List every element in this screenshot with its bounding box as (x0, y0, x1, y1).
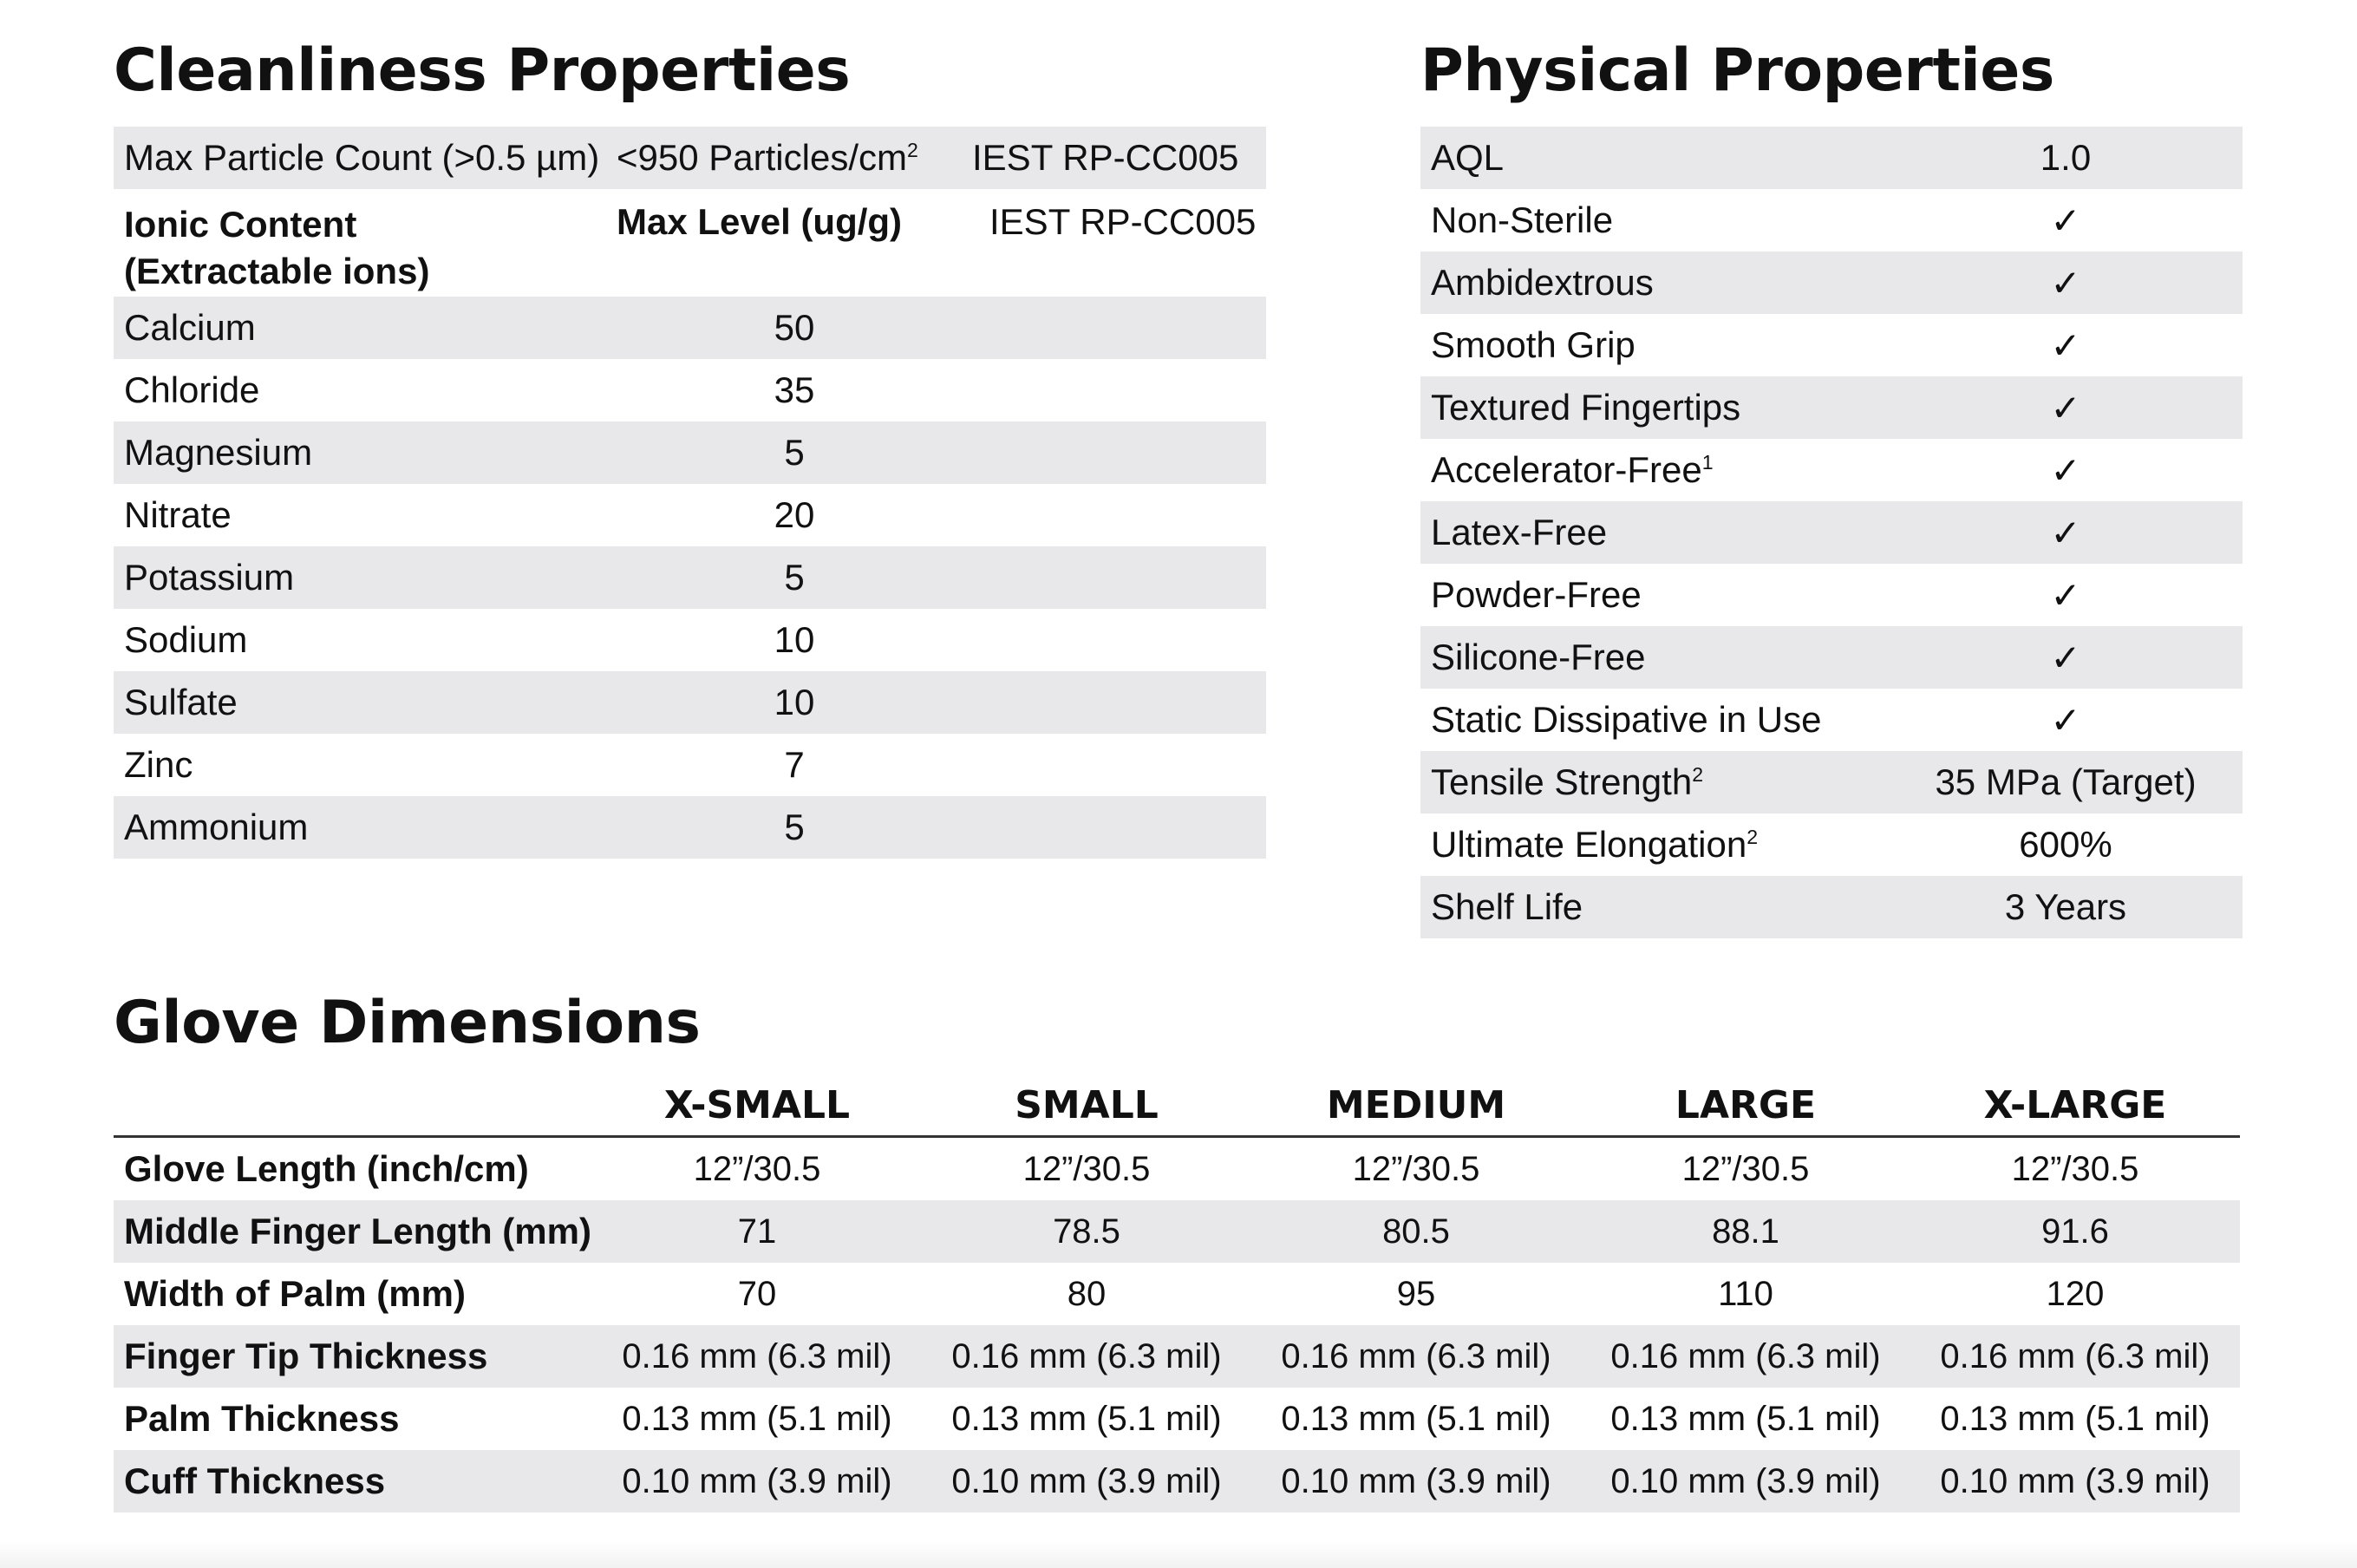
dimension-value: 70 (737, 1274, 777, 1313)
size-header: LARGE (1675, 1083, 1817, 1127)
check-icon: ✓ (2050, 512, 2081, 553)
physical-table (1420, 127, 2243, 938)
check-icon: ✓ (2050, 637, 2081, 678)
footnote-marker: 1 (1701, 451, 1714, 474)
dimension-value: 12”/30.5 (2011, 1149, 2139, 1188)
physical-label (1420, 387, 1889, 428)
dimension-label: Palm Thickness (124, 1398, 400, 1439)
particle-count-label: Max Particle Count (>0.5 µm) (124, 137, 600, 178)
dimension-label: Cuff Thickness (124, 1460, 386, 1501)
dimension-row (114, 1325, 2240, 1388)
dimension-value: 0.16 mm (6.3 mil) (1940, 1336, 2210, 1375)
physical-label-text: Silicone-Free (1431, 637, 1646, 677)
cleanliness-title: Cleanliness Properties (114, 36, 851, 105)
ion-value: 5 (784, 557, 805, 598)
ion-row (114, 671, 1266, 734)
check-icon: ✓ (2050, 199, 2081, 241)
physical-row (1420, 689, 2243, 751)
physical-label-text: Powder-Free (1431, 574, 1642, 615)
physical-label-text: Textured Fingertips (1431, 387, 1741, 428)
dimension-value: 0.10 mm (3.9 mil) (1281, 1461, 1551, 1500)
dimension-value: 80 (1067, 1274, 1107, 1313)
ion-row (114, 297, 1266, 359)
dimension-label: Finger Tip Thickness (124, 1336, 488, 1376)
physical-row (1420, 564, 2243, 626)
dimension-row (114, 1450, 2240, 1512)
physical-label (1420, 324, 1889, 366)
physical-label-text: AQL (1431, 137, 1505, 178)
dimension-value: 120 (2046, 1274, 2105, 1313)
ion-row (114, 609, 1266, 671)
physical-value: 35 MPa (Target) (1935, 761, 2197, 802)
ion-row (114, 734, 1266, 796)
physical-row (1420, 127, 2243, 189)
physical-label (1420, 699, 1889, 741)
ion-value: 20 (774, 494, 815, 535)
physical-label (1420, 137, 1889, 179)
check-icon: ✓ (2050, 262, 2081, 304)
ion-row (114, 484, 1266, 546)
dimensions-title: Glove Dimensions (114, 989, 701, 1057)
dimension-value: 12”/30.5 (1022, 1149, 1151, 1188)
ion-name: Sulfate (124, 682, 238, 722)
physical-row (1420, 314, 2243, 376)
ion-name: Ammonium (124, 807, 309, 847)
ion-name: Calcium (124, 307, 256, 348)
dimension-value: 91.6 (2041, 1212, 2109, 1251)
size-header: X-LARGE (1983, 1083, 2167, 1127)
physical-label (1420, 199, 1889, 241)
ion-row (114, 359, 1266, 421)
physical-row (1420, 252, 2243, 314)
dimension-value: 0.16 mm (6.3 mil) (1281, 1336, 1551, 1375)
size-header: MEDIUM (1326, 1083, 1506, 1127)
particle-count-value: <950 Particles/$cm^2$ (617, 137, 918, 178)
dimension-value: 12”/30.5 (1681, 1149, 1810, 1188)
dimension-value: 0.16 mm (6.3 mil) (1610, 1336, 1881, 1375)
footnote-marker: 2 (1692, 763, 1704, 786)
ion-name: Potassium (124, 557, 295, 598)
physical-label-text: Non-Sterile (1431, 199, 1614, 240)
ion-value: 5 (784, 432, 805, 473)
dimension-label: Width of Palm (mm) (124, 1273, 466, 1314)
dimension-value: 0.13 mm (5.1 mil) (951, 1399, 1222, 1438)
physical-label-text: Accelerator-Free (1431, 449, 1702, 490)
ion-value: 35 (774, 369, 815, 410)
dimensions-header-row (114, 1075, 2240, 1138)
ion-value: 10 (774, 619, 815, 660)
physical-row (1420, 189, 2243, 252)
ion-value: 10 (774, 682, 815, 722)
particle-count-standard: IEST RP-CC005 (972, 137, 1239, 178)
dimension-value: 0.13 mm (5.1 mil) (1281, 1399, 1551, 1438)
ionic-content-header-row (114, 189, 1266, 297)
dimensions-table (114, 1075, 2240, 1512)
dimension-value: 0.13 mm (5.1 mil) (1940, 1399, 2210, 1438)
physical-row (1420, 751, 2243, 813)
ion-name: Sodium (124, 619, 248, 660)
ion-value: 7 (784, 744, 805, 785)
check-icon: ✓ (2050, 699, 2081, 741)
dimension-value: 12”/30.5 (693, 1149, 821, 1188)
dimension-row (114, 1200, 2240, 1263)
physical-label-text: Smooth Grip (1431, 324, 1636, 365)
physical-label (1420, 262, 1889, 304)
physical-row (1420, 376, 2243, 439)
dimension-value: 110 (1718, 1274, 1773, 1313)
ion-name: Zinc (124, 744, 193, 785)
ionic-standard: IEST RP-CC005 (989, 201, 1257, 242)
physical-row (1420, 439, 2243, 501)
dimension-value: 71 (737, 1212, 777, 1251)
ion-name: Chloride (124, 369, 260, 410)
dimension-value: 0.10 mm (3.9 mil) (1610, 1461, 1881, 1500)
physical-value: 3 Years (2004, 886, 2127, 927)
physical-label-text: Shelf Life (1431, 886, 1583, 927)
dimension-value: 0.13 mm (5.1 mil) (622, 1399, 892, 1438)
cleanliness-table (114, 127, 1266, 859)
physical-label-text: Latex-Free (1431, 512, 1608, 552)
physical-label (1420, 637, 1889, 678)
physical-value: 1.0 (2040, 137, 2092, 178)
dimension-value: 0.10 mm (3.9 mil) (1940, 1461, 2210, 1500)
ion-value: 5 (784, 807, 805, 847)
particle-count-row (114, 127, 1266, 189)
check-icon: ✓ (2050, 449, 2081, 491)
dimension-label: Middle Finger Length (mm) (124, 1211, 591, 1251)
ion-row (114, 546, 1266, 609)
dimension-value: 80.5 (1382, 1212, 1450, 1251)
physical-row (1420, 626, 2243, 689)
dimension-row (114, 1263, 2240, 1325)
dimension-value: 78.5 (1053, 1212, 1120, 1251)
physical-title: Physical Properties (1420, 36, 2054, 105)
footnote-marker: 2 (1747, 826, 1759, 848)
ion-name: Magnesium (124, 432, 313, 473)
check-icon: ✓ (2050, 574, 2081, 616)
dimension-row (114, 1138, 2240, 1200)
physical-label (1420, 761, 1889, 803)
dimension-value: 88.1 (1712, 1212, 1779, 1251)
dimension-value: 0.10 mm (3.9 mil) (622, 1461, 892, 1500)
physical-label (1420, 512, 1889, 553)
dimension-label: Glove Length (inch/cm) (124, 1148, 529, 1189)
physical-label-text: Ambidextrous (1431, 262, 1654, 303)
ion-value: 50 (774, 307, 815, 348)
physical-label-text: Ultimate Elongation (1431, 824, 1747, 865)
dimension-row (114, 1388, 2240, 1450)
dimension-value: 12”/30.5 (1352, 1149, 1480, 1188)
physical-value: 600% (2019, 824, 2112, 865)
physical-label (1420, 574, 1889, 616)
physical-label-text: Static Dissipative in Use (1431, 699, 1822, 740)
physical-label (1420, 886, 1889, 928)
physical-label (1420, 449, 1889, 491)
size-header: SMALL (1015, 1083, 1159, 1127)
dimension-value: 0.10 mm (3.9 mil) (951, 1461, 1222, 1500)
physical-label-text: Tensile Strength (1431, 761, 1693, 802)
ion-row (114, 421, 1266, 484)
check-icon: ✓ (2050, 324, 2081, 366)
dimension-value: 95 (1396, 1274, 1436, 1313)
ion-row (114, 796, 1266, 859)
size-header: X-SMALL (663, 1083, 851, 1127)
dimension-value: 0.16 mm (6.3 mil) (951, 1336, 1222, 1375)
check-icon: ✓ (2050, 387, 2081, 428)
physical-label (1420, 824, 1889, 866)
dimension-value: 0.16 mm (6.3 mil) (622, 1336, 892, 1375)
ionic-content-label: Ionic Content (Extractable ions) (124, 204, 430, 291)
physical-row (1420, 813, 2243, 876)
dimension-value: 0.13 mm (5.1 mil) (1610, 1399, 1881, 1438)
page-bottom-edge (0, 1542, 2357, 1568)
ion-name: Nitrate (124, 494, 232, 535)
physical-row (1420, 876, 2243, 938)
max-level-header: Max Level (ug/g) (617, 201, 903, 242)
physical-row (1420, 501, 2243, 564)
